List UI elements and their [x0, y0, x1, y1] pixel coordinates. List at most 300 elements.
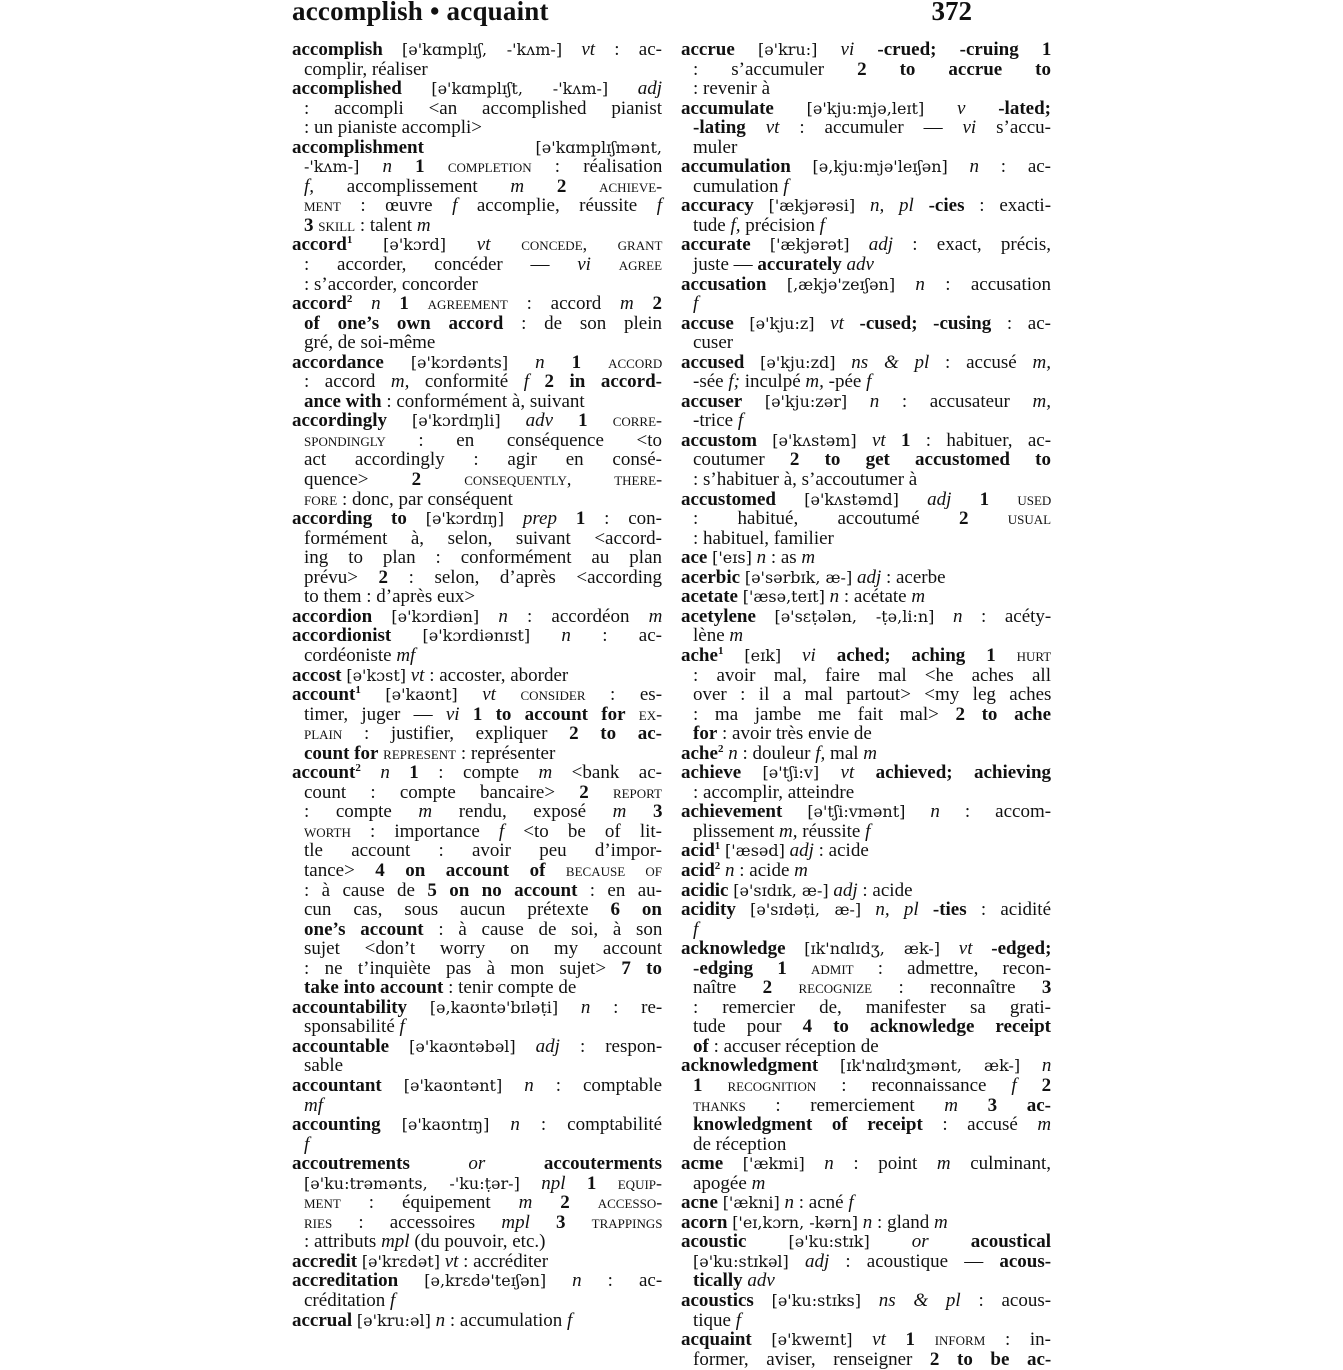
pronunciation: [ə'tʃi:v]	[762, 763, 820, 783]
pronunciation: ['ækjərət]	[769, 235, 850, 255]
pronunciation: [ə'tʃi:vmənt]	[807, 802, 906, 822]
pronunciation: [ə'kɔrdiənɪst]	[422, 626, 531, 646]
headword-or-bold-text: 2 to ache	[955, 703, 1051, 725]
definition-text	[479, 606, 498, 627]
sense-label: consequently, there-	[464, 469, 663, 490]
definition-text	[934, 606, 953, 627]
grammar-label: m	[944, 1094, 959, 1116]
grammar-label: m,	[805, 371, 824, 393]
grammar-label: m	[863, 742, 878, 764]
running-head: accomplish • acquaint	[292, 0, 549, 26]
entry-line	[681, 1271, 1051, 1291]
entry-line-headword	[292, 40, 662, 60]
definition-text	[905, 801, 930, 822]
entry-line	[681, 685, 1051, 705]
grammar-label: vt	[872, 1329, 886, 1351]
definition-text	[948, 156, 970, 177]
pronunciation: [ə'kaʊntɪŋ]	[401, 1115, 490, 1135]
definition-text	[870, 1231, 912, 1252]
entry-line	[292, 1096, 662, 1116]
headword-or-bold-text: 1	[979, 488, 990, 510]
definition-text: prévu>	[304, 566, 379, 588]
definition-text: quence>	[304, 469, 412, 491]
headword: accumulate	[681, 97, 774, 119]
headword-or-bold-text: 3	[1041, 977, 1052, 999]
definition-text	[854, 39, 877, 60]
sense-label: because of	[565, 859, 662, 880]
definition-text: : compte	[304, 801, 419, 823]
definition-text: act accordingly : agir en consé-	[304, 449, 662, 471]
headword: accomplished	[292, 78, 402, 100]
definition-text	[857, 430, 872, 451]
definition-text	[566, 1212, 592, 1233]
entry-line	[681, 450, 1051, 470]
definition-text: conformité	[409, 371, 524, 393]
entry-line	[292, 587, 662, 607]
entry-line-headword	[681, 1056, 1051, 1076]
definition-text: lène	[693, 625, 730, 647]
entry-line-headword	[681, 314, 1051, 334]
grammar-label: m	[538, 762, 553, 784]
definition-text: : ac-	[581, 1270, 663, 1292]
grammar-label: m,	[390, 371, 410, 393]
grammar-label: n	[869, 390, 880, 412]
headword: acquaint	[681, 1329, 752, 1351]
definition-text: formément à, selon, suivant <accord-	[304, 527, 662, 549]
entry-line	[681, 959, 1051, 979]
headword-or-bold-text: -edged;	[991, 938, 1052, 960]
definition-text: : accusation	[924, 273, 1052, 295]
entry-line	[292, 99, 662, 119]
definition-text	[958, 1095, 988, 1116]
definition-text	[849, 234, 868, 255]
pronunciation: [ə,kju:mjə'leɪʃən]	[812, 157, 948, 177]
definition-text	[489, 1114, 510, 1135]
definition-text: sponsabilité	[304, 1016, 400, 1038]
definition-text: : con-	[585, 508, 663, 530]
entry-line	[292, 841, 662, 861]
entry-line-headword	[681, 802, 1051, 822]
entry-line	[681, 177, 1051, 197]
grammar-label: f	[848, 1192, 854, 1214]
sense-label: plain	[304, 723, 343, 744]
definition-text	[789, 1251, 805, 1272]
definition-text	[973, 938, 992, 959]
definition-text: naître	[693, 977, 763, 999]
grammar-label: f	[819, 214, 825, 236]
pronunciation: [ə'kju:zər]	[764, 391, 848, 411]
entry-line	[681, 724, 1051, 744]
grammar-label: vt	[871, 429, 886, 451]
definition-text	[919, 899, 933, 920]
sense-label: achieve-	[599, 175, 663, 196]
pronunciation: [ə'kɑmplɪʃmənt,	[535, 137, 662, 157]
entry-line	[681, 978, 1051, 998]
entry-line	[292, 1017, 662, 1037]
headword-or-bold-text: 4 to acknowledge receipt	[802, 1016, 1051, 1038]
headword-or-bold-text: accurately	[757, 254, 842, 276]
headword-or-bold-text: acoustical	[970, 1231, 1051, 1253]
definition-text: : reconnaissance	[816, 1074, 1012, 1096]
headword-or-bold-text: one’s account	[304, 918, 424, 940]
grammar-label: m,	[1032, 351, 1052, 373]
grammar-label: or	[468, 1153, 486, 1175]
grammar-label: npl	[541, 1172, 566, 1194]
entry-line	[292, 568, 662, 588]
definition-text: : remercier de, manifester sa grati-	[693, 996, 1051, 1018]
grammar-label: adj	[833, 879, 858, 901]
definition-text: : ac-	[595, 39, 662, 60]
definition-text	[532, 1192, 560, 1213]
homograph-number: 2	[355, 762, 361, 775]
definition-text	[530, 1212, 556, 1233]
definition-text: : un pianiste accompli>	[304, 117, 482, 139]
entry-line-headword	[681, 587, 1051, 607]
definition-text: -sée	[693, 371, 729, 393]
definition-text: : ne t’inquiète pas à mon sujet>	[304, 957, 622, 979]
entry-line	[681, 1096, 1051, 1116]
page-number: 372	[931, 0, 972, 26]
entry-line	[292, 60, 662, 80]
definition-text: : équipement	[340, 1192, 519, 1214]
headword: accountable	[292, 1035, 390, 1057]
entry-line	[681, 1252, 1051, 1272]
headword: according to	[292, 508, 407, 530]
grammar-label: f,	[730, 214, 741, 236]
entry-line-headword	[681, 881, 1051, 901]
entry-line-headword	[681, 861, 1051, 881]
headword: acerbic	[681, 566, 741, 588]
entry-line	[681, 705, 1051, 725]
grammar-label: prep	[522, 508, 557, 530]
definition-text	[782, 801, 807, 822]
pronunciation: [ɪk'nɑlɪdʒmənt, æk-]	[839, 1056, 1021, 1076]
definition-text	[772, 977, 798, 998]
sense-label: accord	[608, 351, 663, 372]
definition-text: : représenter	[456, 742, 556, 764]
pronunciation: ['æsə,teɪt]	[742, 587, 825, 607]
headword: acme	[681, 1153, 724, 1175]
pronunciation: [ə'sɛṭələn, -ṭə,li:n]	[774, 606, 935, 626]
definition-text: : talent	[355, 214, 417, 236]
pronunciation: [ə'sərbɪk, æ-]	[744, 567, 853, 587]
entry-line	[292, 744, 662, 764]
entry-line	[681, 1037, 1051, 1057]
definition-text: culminant,	[950, 1153, 1051, 1175]
pronunciation: ['ækmi]	[742, 1154, 805, 1174]
grammar-label: f	[656, 195, 662, 217]
headword-or-bold-text: -cies	[928, 195, 965, 217]
sense-label: worth	[304, 820, 351, 841]
definition-text	[382, 1075, 404, 1096]
definition-text	[391, 625, 422, 646]
entry-line-headword	[681, 548, 1051, 568]
pronunciation: [ə'kɔst]	[346, 665, 406, 685]
grammar-label: adv	[747, 1270, 775, 1292]
headword-or-bold-text: 2	[652, 293, 663, 315]
grammar-label: n	[498, 605, 508, 627]
headword-or-bold-text: 2 to get accustomed to	[789, 449, 1051, 471]
entry-line-headword	[681, 235, 1051, 255]
grammar-label: n	[784, 1192, 794, 1214]
entry-line-headword	[681, 1232, 1051, 1252]
pronunciation: [ɪk'nɑlɪdʒ, æk-]	[804, 939, 941, 959]
definition-text	[496, 684, 521, 705]
pronunciation: [ə'ku:stɪks]	[771, 1291, 861, 1310]
definition-text: sujet <don’t worry on my account	[304, 938, 662, 960]
headword-or-bold-text: 2	[378, 566, 389, 588]
headword-or-bold-text: knowledgment of receipt	[693, 1114, 923, 1136]
grammar-label: vi	[802, 644, 816, 666]
definition-text	[915, 1329, 935, 1350]
definition-text: : justifier, expliquer	[342, 723, 570, 745]
entry-line-headword	[681, 744, 1051, 764]
grammar-label: n, pl	[869, 195, 914, 217]
definition-text: : donc, par conséquent	[337, 488, 513, 510]
page-header	[292, 0, 972, 32]
headword: accustomed	[681, 488, 776, 510]
entry-line	[681, 411, 1051, 431]
headword-or-bold-text: 3	[652, 801, 663, 823]
entry-line	[292, 939, 662, 959]
homograph-number: 1	[714, 840, 721, 853]
grammar-label: adj	[535, 1035, 560, 1057]
entry-line	[681, 1017, 1051, 1037]
definition-text: : en au-	[577, 879, 662, 901]
definition-text	[781, 645, 802, 666]
grammar-label: f	[523, 371, 529, 393]
definition-text	[545, 860, 565, 881]
entry-line	[292, 157, 662, 177]
grammar-label: adj	[804, 1250, 830, 1272]
grammar-label: m	[612, 801, 627, 823]
homograph-number: 1	[355, 684, 361, 697]
definition-text	[854, 762, 875, 783]
definition-text: : selon, d’après <according	[388, 566, 662, 588]
entry-line-headword	[681, 568, 1051, 588]
definition-text: : accumulation	[445, 1309, 568, 1331]
pronunciation: [ə'kɑmplɪʃ, -'kʌm-]	[402, 40, 563, 59]
definition-text	[381, 1114, 402, 1135]
headword: accuser	[681, 390, 743, 412]
entry-line-headword	[681, 1213, 1051, 1233]
entry-line-headword	[681, 392, 1051, 412]
headword: acid	[681, 840, 715, 862]
pronunciation: ['eɪ,kɔrn, -kərn]	[732, 1212, 859, 1232]
headword: accordingly	[292, 410, 387, 432]
grammar-label: m,	[779, 820, 798, 842]
grammar-label: n	[728, 742, 738, 764]
grammar-label: vi	[445, 703, 460, 725]
definition-text: ing to plan : conformément au plan	[304, 547, 662, 569]
entry-line	[292, 255, 662, 275]
sense-label: agree	[618, 254, 663, 275]
definition-text	[361, 684, 386, 705]
headword-or-bold-text: accouterments	[543, 1153, 662, 1175]
definition-text: : habitué, accoutumé	[693, 508, 959, 530]
sense-label: recognize	[798, 977, 873, 998]
grammar-label: f	[693, 918, 699, 940]
definition-text	[996, 645, 1017, 666]
definition-text	[818, 1055, 840, 1076]
definition-text	[566, 176, 599, 197]
homograph-number: 2	[717, 742, 724, 755]
definition-text	[787, 958, 811, 979]
sense-label: inform	[934, 1329, 986, 1350]
definition-text: : attributs	[304, 1231, 382, 1253]
sense-label: ment	[304, 1192, 341, 1213]
entry-line	[292, 177, 662, 197]
entry-line	[292, 1135, 662, 1155]
definition-text	[844, 313, 860, 334]
sense-label: admit	[810, 957, 854, 978]
pronunciation: -'kʌm-]	[304, 157, 360, 177]
grammar-label: m	[729, 625, 744, 647]
grammar-label: ns & pl	[878, 1290, 961, 1311]
grammar-label: vt	[840, 762, 855, 784]
grammar-label: m	[911, 586, 926, 608]
definition-text	[774, 98, 807, 119]
pronunciation: [ə'kɑmplɪʃt, -'kʌm-]	[431, 79, 609, 99]
definition-text: : reconnaître	[872, 977, 1042, 999]
entry-line	[681, 1076, 1051, 1096]
headword-or-bold-text: 2 to ac-	[569, 723, 662, 745]
pronunciation: [ə'kaʊntəbəl]	[409, 1036, 516, 1056]
definition-text: -trice	[693, 410, 738, 432]
headword: accordance	[292, 351, 384, 373]
entry-line-headword	[292, 1154, 662, 1174]
definition-text: tude pour	[693, 1016, 803, 1038]
definition-text: <bank ac-	[552, 762, 662, 784]
entry-line	[292, 1213, 662, 1233]
definition-text: : remerciement	[745, 1094, 945, 1116]
headword: acknowledge	[681, 938, 786, 960]
definition-text: s’accu-	[976, 117, 1051, 139]
definition-text	[581, 352, 608, 373]
definition-text: : acidité	[966, 899, 1051, 921]
definition-text: : accompli <an accomplished pianist	[304, 97, 662, 119]
grammar-label: m	[794, 859, 808, 881]
definition-text: tle account : avoir peu d’impor-	[304, 840, 662, 862]
definition-text	[553, 410, 578, 431]
entry-line	[292, 372, 662, 392]
grammar-label: vi	[962, 117, 977, 139]
definition-text	[852, 1329, 872, 1350]
headword: accountant	[292, 1074, 382, 1096]
sense-label: ries	[304, 1211, 333, 1232]
entry-line	[681, 255, 1051, 275]
definition-text: précision	[740, 214, 820, 236]
homograph-number: 1	[346, 234, 353, 247]
definition-text	[460, 704, 473, 725]
headword: accuse	[681, 312, 734, 334]
grammar-label: adj	[637, 78, 662, 100]
definition-text: to them : d’après eux>	[304, 586, 476, 608]
entry-line-headword	[681, 275, 1051, 295]
entry-line	[681, 1115, 1051, 1135]
entry-line	[681, 470, 1051, 490]
entry-line	[292, 920, 662, 940]
definition-text	[634, 293, 653, 314]
headword: accordion	[292, 605, 373, 627]
headword-or-bold-text: 1	[905, 1329, 916, 1351]
entry-line	[292, 470, 662, 490]
grammar-label: n	[510, 1114, 520, 1136]
grammar-label: f	[567, 1309, 573, 1331]
headword-or-bold-text: 2	[762, 977, 773, 999]
headword: acknowledgment	[681, 1055, 819, 1077]
definition-text: accomplissement	[314, 175, 511, 197]
definition-text	[754, 1290, 772, 1311]
definition-text: cumulation	[693, 175, 784, 197]
headword-or-bold-text: 1	[693, 1074, 703, 1096]
entry-line	[292, 118, 662, 138]
definition-text: -pée	[823, 371, 867, 393]
definition-text: coutumer	[693, 449, 790, 471]
headword: accost	[292, 664, 342, 686]
headword: account	[292, 762, 356, 784]
grammar-label: n	[535, 351, 545, 373]
definition-text: : accusé	[922, 1114, 1038, 1136]
definition-text: : ac-	[570, 625, 662, 647]
definition-text	[703, 1075, 728, 1096]
dictionary-column-left	[292, 40, 662, 1330]
entry-line-headword	[292, 411, 662, 431]
entry-line	[292, 333, 662, 353]
headword-or-bold-text: 3	[304, 214, 314, 236]
definition-text: : accessoires	[332, 1211, 502, 1233]
entry-line	[681, 1350, 1051, 1370]
definition-text: : compte	[418, 762, 539, 784]
definition-text: : acide	[857, 879, 913, 901]
homograph-number: 2	[346, 293, 353, 306]
headword-or-bold-text: for	[693, 723, 718, 745]
definition-text	[855, 195, 870, 216]
definition-text: créditation	[304, 1290, 390, 1311]
definition-text	[1017, 1075, 1042, 1096]
definition-text	[819, 762, 840, 783]
grammar-label: n	[572, 1270, 582, 1292]
entry-line	[681, 333, 1051, 353]
headword-or-bold-text: ached; aching 1	[836, 644, 996, 666]
grammar-label: f	[783, 175, 789, 197]
definition-text	[596, 1173, 617, 1194]
definition-text: : importance	[350, 820, 499, 842]
grammar-label: f	[452, 195, 458, 217]
pronunciation: [ə'kru:əl]	[356, 1310, 431, 1330]
entry-line-headword	[292, 763, 662, 783]
definition-text: apogée	[693, 1172, 752, 1194]
definition-text	[723, 645, 744, 666]
grammar-label: mf	[396, 644, 416, 666]
headword-or-bold-text: ance with	[304, 390, 382, 412]
definition-text: : comptable	[533, 1074, 663, 1096]
definition-text	[392, 156, 415, 177]
grammar-label: f	[304, 1133, 310, 1155]
entry-line	[292, 900, 662, 920]
definition-text: : habituer, ac-	[910, 429, 1052, 451]
definition-text: : admettre, recon-	[853, 957, 1052, 979]
grammar-label: m	[934, 1211, 948, 1233]
definition-text	[751, 234, 770, 255]
headword: acetate	[681, 586, 738, 608]
definition-text	[757, 430, 772, 451]
definition-text: : à cause de soi, à son	[423, 918, 663, 940]
grammar-label: ns & pl	[851, 351, 930, 373]
grammar-label: vt	[765, 117, 780, 139]
headword-or-bold-text: 3	[556, 1211, 566, 1233]
headword: accuracy	[681, 195, 754, 217]
